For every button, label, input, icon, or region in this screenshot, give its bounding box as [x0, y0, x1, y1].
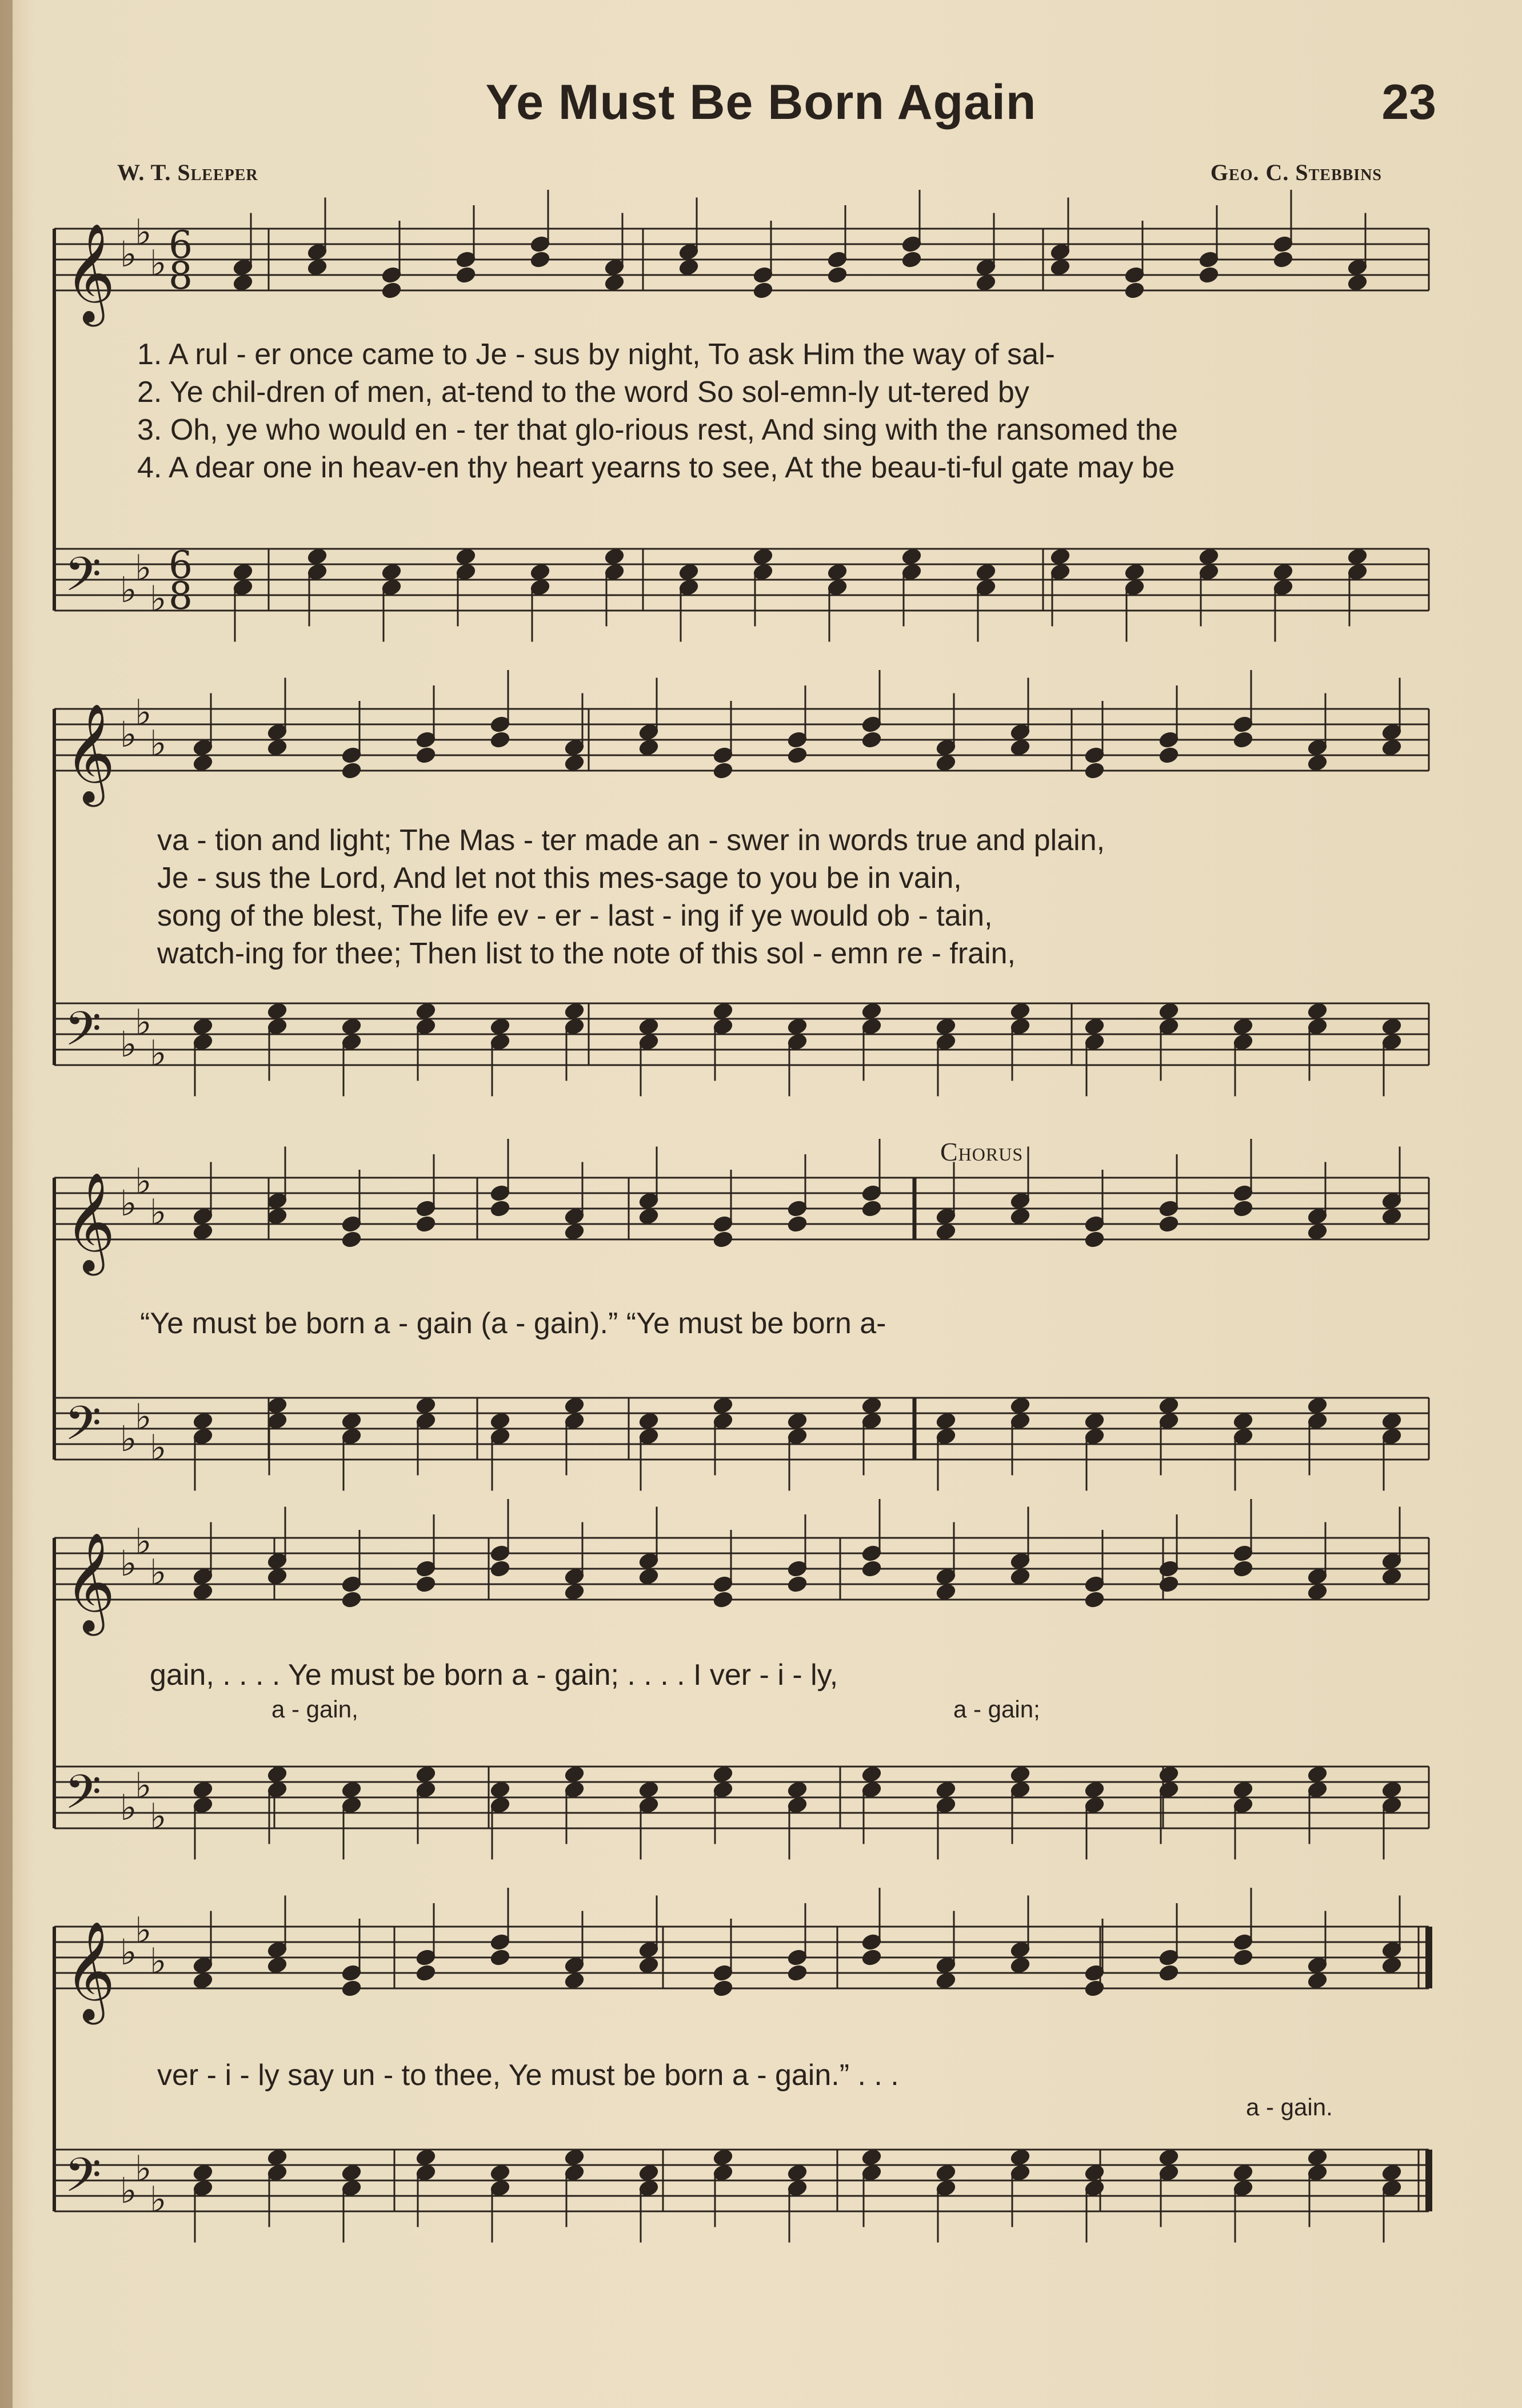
flat-icon: ♭	[150, 722, 167, 764]
note-head	[266, 738, 288, 757]
note-head	[1272, 563, 1294, 581]
note-head	[564, 754, 585, 772]
note-head	[266, 1207, 288, 1226]
note-head	[935, 2163, 957, 2182]
note-head	[678, 258, 700, 277]
note-head	[712, 1590, 734, 1609]
note-head	[1009, 1956, 1031, 1975]
verse-2-line-1: 2. Ye chil-dren of men, at-tend to the word So sol-emn-ly ut-tered by	[137, 376, 1029, 409]
note-head	[192, 754, 214, 772]
flat-icon: ♭	[135, 1396, 152, 1438]
note-head	[1381, 1956, 1403, 1975]
treble-clef-icon: 𝄞	[65, 223, 115, 322]
note-head	[564, 1582, 585, 1601]
note-head	[786, 1412, 808, 1430]
note-head	[489, 1017, 511, 1036]
note-head	[564, 1971, 585, 1990]
note-head	[935, 1582, 957, 1601]
note-head	[712, 1765, 734, 1784]
note-head	[638, 2163, 660, 2182]
chorus-alto-lyric-2a: a - gain,	[271, 1696, 358, 1723]
note-head	[341, 761, 362, 780]
note-head	[935, 1412, 957, 1430]
note-head	[638, 1207, 660, 1226]
note-head	[266, 1002, 288, 1020]
note-head	[1009, 1567, 1031, 1586]
note-head	[1381, 1207, 1403, 1226]
note-head	[786, 1214, 808, 1233]
note-head	[1381, 1780, 1403, 1799]
note-head	[638, 1412, 660, 1430]
note-head	[489, 1780, 511, 1799]
note-head	[489, 730, 511, 749]
note-head	[1158, 1396, 1180, 1415]
treble-clef-icon: 𝄞	[65, 703, 115, 803]
note-head	[1347, 273, 1368, 292]
flat-icon: ♭	[120, 569, 137, 611]
note-head	[1232, 1780, 1254, 1799]
note-head	[192, 1222, 214, 1241]
verse-4-line-2: watch-ing for thee; Then list to the note of this sol - emn re - frain,	[157, 937, 1016, 970]
note-head	[341, 1780, 362, 1799]
note-head	[266, 2148, 288, 2167]
flat-icon: ♭	[135, 1160, 152, 1202]
note-head	[678, 563, 700, 581]
note-head	[266, 1956, 288, 1975]
note-head	[1049, 547, 1071, 566]
flat-icon: ♭	[150, 577, 167, 620]
note-head	[975, 273, 997, 292]
flat-icon: ♭	[135, 1764, 152, 1807]
note-head	[415, 2148, 437, 2167]
note-head	[638, 1956, 660, 1975]
flat-icon: ♭	[120, 713, 137, 755]
note-head	[786, 1780, 808, 1799]
note-head	[1158, 1963, 1180, 1982]
note-head	[1158, 1214, 1180, 1233]
note-head	[1124, 563, 1145, 581]
note-head	[1307, 2148, 1328, 2167]
note-head	[564, 1396, 585, 1415]
note-head	[192, 1412, 214, 1430]
note-head	[192, 1017, 214, 1036]
note-head	[455, 547, 477, 566]
chorus-lyric-line-3: ver - i - ly say un - to thee, Ye must be born a - gain.” . . .	[157, 2059, 899, 2092]
note-head	[1084, 1412, 1105, 1430]
note-head	[1084, 761, 1105, 780]
time-signature-8: 8	[169, 574, 193, 618]
note-head	[415, 1574, 437, 1593]
flat-icon: ♭	[135, 211, 152, 253]
note-head	[266, 1765, 288, 1784]
note-head	[232, 563, 254, 581]
note-head	[1009, 1765, 1031, 1784]
note-head	[489, 1948, 511, 1967]
note-head	[861, 1559, 882, 1578]
note-head	[1272, 250, 1294, 269]
note-head	[861, 1002, 882, 1020]
note-head	[1307, 1222, 1328, 1241]
chorus-alto-lyric-3: a - gain.	[1246, 2094, 1333, 2120]
note-head	[341, 1979, 362, 1998]
treble-clef-icon: 𝄞	[65, 1921, 115, 2020]
note-head	[638, 1780, 660, 1799]
chorus-label: Chorus	[940, 1137, 1024, 1166]
flat-icon: ♭	[120, 233, 137, 275]
note-head	[712, 1396, 734, 1415]
note-head	[1381, 1412, 1403, 1430]
bass-clef-icon: 𝄢	[65, 547, 102, 613]
note-head	[1232, 1559, 1254, 1578]
note-head	[192, 1780, 214, 1799]
note-head	[489, 2163, 511, 2182]
note-head	[415, 1963, 437, 1982]
note-head	[712, 761, 734, 780]
note-head	[935, 1780, 957, 1799]
note-head	[786, 1017, 808, 1036]
note-head	[1009, 1396, 1031, 1415]
note-head	[1307, 1765, 1328, 1784]
note-head	[1307, 1396, 1328, 1415]
flat-icon: ♭	[120, 1023, 137, 1065]
note-head	[1232, 1017, 1254, 1036]
note-head	[861, 1765, 882, 1784]
note-head	[712, 1002, 734, 1020]
note-head	[712, 1230, 734, 1249]
note-head	[935, 1017, 957, 1036]
note-head	[266, 1396, 288, 1415]
note-head	[638, 1567, 660, 1586]
hymn-title: Ye Must Be Born Again	[485, 75, 1037, 130]
note-head	[935, 1222, 957, 1241]
note-head	[752, 281, 774, 300]
flat-icon: ♭	[150, 1032, 167, 1074]
note-head	[415, 1396, 437, 1415]
verse-1-line-2: va - tion and light; The Mas - ter made an - swer in words true and plain,	[157, 824, 1105, 857]
flat-icon: ♭	[135, 691, 152, 733]
note-head	[786, 745, 808, 764]
note-head	[1381, 1017, 1403, 1036]
note-head	[1084, 1780, 1105, 1799]
note-head	[752, 547, 774, 566]
note-head	[341, 1017, 362, 1036]
note-head	[1158, 1002, 1180, 1020]
note-head	[975, 563, 997, 581]
note-head	[1009, 1002, 1031, 1020]
note-head	[1232, 1948, 1254, 1967]
note-head	[1084, 1979, 1105, 1998]
note-head	[341, 2163, 362, 2182]
note-head	[786, 1574, 808, 1593]
time-signature-6: 6	[169, 543, 193, 587]
note-head	[1158, 1574, 1180, 1593]
note-head	[415, 1002, 437, 1020]
note-head	[1084, 1017, 1105, 1036]
note-head	[1124, 281, 1145, 300]
note-head	[306, 547, 328, 566]
note-head	[1198, 547, 1220, 566]
note-head	[861, 1948, 882, 1967]
time-signature-8: 8	[169, 254, 193, 298]
flat-icon: ♭	[150, 1191, 167, 1233]
note-head	[266, 1567, 288, 1586]
flat-icon: ♭	[135, 547, 152, 589]
note-head	[1009, 1207, 1031, 1226]
flat-icon: ♭	[120, 1542, 137, 1584]
note-head	[1381, 1567, 1403, 1586]
note-head	[529, 563, 551, 581]
note-head	[1232, 1199, 1254, 1218]
note-head	[604, 547, 625, 566]
note-head	[529, 250, 551, 269]
note-head	[935, 1971, 957, 1990]
flat-icon: ♭	[135, 1520, 152, 1562]
note-head	[415, 745, 437, 764]
note-head	[861, 730, 882, 749]
verse-2-line-2: Je - sus the Lord, And let not this mes-sage to you be in vain,	[157, 862, 962, 895]
bass-clef-icon: 𝄢	[65, 1396, 102, 1462]
note-head	[604, 273, 625, 292]
bass-clef-icon: 𝄢	[65, 1001, 102, 1068]
note-head	[712, 2148, 734, 2167]
note-head	[415, 1765, 437, 1784]
note-head	[1381, 2163, 1403, 2182]
flat-icon: ♭	[120, 1931, 137, 1973]
verse-1-line-1: 1. A rul - er once came to Je - sus by night, To ask Him the way of sal-	[137, 338, 1055, 371]
flat-icon: ♭	[150, 2178, 167, 2220]
flat-icon: ♭	[135, 1001, 152, 1043]
treble-clef-icon: 𝄞	[65, 1532, 115, 1632]
verse-3-line-2: song of the blest, The life ev - er - last - ing if ye would ob - tain,	[157, 899, 993, 932]
note-head	[826, 563, 848, 581]
note-head	[786, 2163, 808, 2182]
author-credit: W. T. Sleeper	[117, 160, 258, 185]
note-head	[1049, 258, 1071, 277]
flat-icon: ♭	[120, 1787, 137, 1828]
note-head	[1198, 265, 1220, 284]
note-head	[1232, 730, 1254, 749]
flat-icon: ♭	[150, 1940, 167, 1982]
note-head	[861, 2148, 882, 2167]
flat-icon: ♭	[150, 242, 167, 284]
note-head	[1084, 1590, 1105, 1609]
note-head	[455, 265, 477, 284]
note-head	[786, 1963, 808, 1982]
note-head	[935, 754, 957, 772]
note-head	[1084, 1230, 1105, 1249]
note-head	[901, 250, 922, 269]
note-head	[861, 1396, 882, 1415]
bass-clef-icon: 𝄢	[65, 1764, 102, 1831]
note-head	[1158, 2148, 1180, 2167]
note-head	[1347, 547, 1368, 566]
note-head	[638, 1017, 660, 1036]
flat-icon: ♭	[120, 2170, 137, 2211]
note-head	[564, 1222, 585, 1241]
note-head	[1009, 738, 1031, 757]
note-head	[489, 1412, 511, 1430]
note-head	[901, 547, 922, 566]
note-head	[1307, 754, 1328, 772]
flat-icon: ♭	[120, 1418, 137, 1460]
note-head	[1307, 1971, 1328, 1990]
flat-icon: ♭	[150, 1795, 167, 1837]
note-head	[1084, 2163, 1105, 2182]
flat-icon: ♭	[120, 1182, 137, 1224]
note-head	[381, 563, 402, 581]
flat-icon: ♭	[150, 1551, 167, 1593]
note-head	[1232, 2163, 1254, 2182]
note-head	[192, 1971, 214, 1990]
note-head	[861, 1199, 882, 1218]
verse-4-line-1: 4. A dear one in heav-en thy heart yearns to see, At the beau-ti-ful gate may be	[137, 451, 1175, 484]
bass-clef-icon: 𝄢	[65, 2147, 102, 2214]
note-head	[1009, 2148, 1031, 2167]
note-head	[1158, 1765, 1180, 1784]
note-head	[381, 281, 402, 300]
note-head	[826, 265, 848, 284]
composer-credit: Geo. C. Stebbins	[1210, 160, 1382, 185]
page-number: 23	[1381, 75, 1436, 130]
note-head	[489, 1559, 511, 1578]
verse-3-line-1: 3. Oh, ye who would en - ter that glo-rious rest, And sing with the ransomed the	[137, 413, 1178, 446]
chorus-lyric-line-2: gain, . . . . Ye must be born a - gain; . . . . I ver - i - ly,	[150, 1659, 838, 1692]
note-head	[192, 2163, 214, 2182]
note-head	[1232, 1412, 1254, 1430]
note-head	[341, 1230, 362, 1249]
note-head	[564, 1765, 585, 1784]
note-head	[306, 258, 328, 277]
note-head	[341, 1590, 362, 1609]
note-head	[712, 1979, 734, 1998]
flat-icon: ♭	[150, 1426, 167, 1469]
note-head	[1307, 1582, 1328, 1601]
note-head	[415, 1214, 437, 1233]
chorus-lyric-line-1: “Ye must be born a - gain (a - gain).” “Ye must be born a-	[140, 1307, 886, 1340]
note-head	[564, 2148, 585, 2167]
note-head	[1307, 1002, 1328, 1020]
note-head	[638, 738, 660, 757]
note-head	[1158, 745, 1180, 764]
time-signature-6: 6	[169, 223, 193, 267]
treble-clef-icon: 𝄞	[65, 1172, 115, 1271]
note-head	[489, 1199, 511, 1218]
note-head	[232, 273, 254, 292]
chorus-alto-lyric-2b: a - gain;	[953, 1696, 1040, 1723]
note-head	[564, 1002, 585, 1020]
note-head	[1381, 738, 1403, 757]
note-head	[341, 1412, 362, 1430]
flat-icon: ♭	[135, 2147, 152, 2190]
flat-icon: ♭	[135, 1909, 152, 1951]
note-head	[192, 1582, 214, 1601]
